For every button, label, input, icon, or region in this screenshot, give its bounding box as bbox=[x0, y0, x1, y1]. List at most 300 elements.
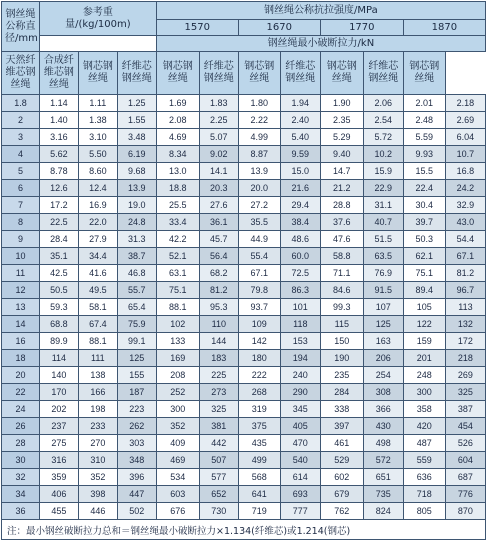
weight-header-gap bbox=[39, 36, 156, 52]
diameter-cell: 12 bbox=[2, 282, 40, 299]
value-cell: 75.1 bbox=[156, 282, 199, 299]
value-cell: 56.4 bbox=[199, 248, 238, 265]
value-cell: 223 bbox=[117, 401, 156, 418]
wire-rope-spec-table bbox=[1, 1, 486, 540]
table-row bbox=[2, 486, 486, 503]
value-cell: 499 bbox=[238, 452, 280, 469]
diameter-cell: 14 bbox=[2, 316, 40, 333]
value-cell: 144 bbox=[199, 333, 238, 350]
value-cell: 114 bbox=[39, 350, 78, 367]
diameter-cell: 22 bbox=[2, 384, 40, 401]
value-cell: 21.2 bbox=[320, 180, 363, 197]
value-cell: 5.29 bbox=[320, 129, 363, 146]
steel-core-header-2: 钢芯钢丝绳 bbox=[320, 52, 363, 95]
fiber-core-header-1: 纤维芯钢丝绳 bbox=[199, 52, 238, 95]
value-cell: 1.69 bbox=[156, 95, 199, 112]
value-cell: 1.80 bbox=[238, 95, 280, 112]
value-cell: 641 bbox=[238, 486, 280, 503]
value-cell: 358 bbox=[403, 401, 445, 418]
value-cell: 3.16 bbox=[39, 129, 78, 146]
value-cell: 10.2 bbox=[363, 146, 403, 163]
value-cell: 1.90 bbox=[320, 95, 363, 112]
value-cell: 48.6 bbox=[280, 231, 320, 248]
value-cell: 409 bbox=[156, 435, 199, 452]
value-cell: 125 bbox=[363, 316, 403, 333]
value-cell: 375 bbox=[238, 418, 280, 435]
value-cell: 21.6 bbox=[280, 180, 320, 197]
table-row bbox=[2, 384, 486, 401]
value-cell: 33.4 bbox=[156, 214, 199, 231]
value-cell: 20.3 bbox=[199, 180, 238, 197]
value-cell: 435 bbox=[238, 435, 280, 452]
value-cell: 2.54 bbox=[363, 112, 403, 129]
value-cell: 4.69 bbox=[156, 129, 199, 146]
value-cell: 534 bbox=[156, 469, 199, 486]
value-cell: 67.1 bbox=[238, 265, 280, 282]
fiber-core-header-3: 纤维芯钢丝绳 bbox=[363, 52, 403, 95]
value-cell: 31.3 bbox=[117, 231, 156, 248]
value-cell: 540 bbox=[280, 452, 320, 469]
steel-core-header-3: 钢芯钢丝绳 bbox=[403, 52, 445, 95]
value-cell: 75.1 bbox=[403, 265, 445, 282]
value-cell: 352 bbox=[156, 418, 199, 435]
diameter-cell: 26 bbox=[2, 418, 40, 435]
value-cell: 35.5 bbox=[238, 214, 280, 231]
value-cell: 502 bbox=[117, 503, 156, 520]
diameter-cell: 8 bbox=[2, 214, 40, 231]
value-cell: 67.4 bbox=[78, 316, 117, 333]
value-cell: 8.60 bbox=[78, 163, 117, 180]
value-cell: 62.1 bbox=[403, 248, 445, 265]
value-cell: 406 bbox=[39, 486, 78, 503]
steel-core-header-1: 钢芯钢丝绳 bbox=[238, 52, 280, 95]
value-cell: 36.1 bbox=[199, 214, 238, 231]
value-cell: 6.19 bbox=[117, 146, 156, 163]
strength-header: 钢丝绳公称抗拉强度/MPa bbox=[156, 2, 485, 20]
value-cell: 6.04 bbox=[445, 129, 485, 146]
value-cell: 194 bbox=[280, 350, 320, 367]
value-cell: 22.4 bbox=[403, 180, 445, 197]
value-cell: 68.8 bbox=[39, 316, 78, 333]
diameter-cell: 2 bbox=[2, 112, 40, 129]
value-cell: 381 bbox=[199, 418, 238, 435]
value-cell: 730 bbox=[199, 503, 238, 520]
value-cell: 446 bbox=[78, 503, 117, 520]
diameter-cell: 3 bbox=[2, 129, 40, 146]
value-cell: 268 bbox=[238, 384, 280, 401]
value-cell: 37.6 bbox=[320, 214, 363, 231]
value-cell: 9.59 bbox=[280, 146, 320, 163]
value-cell: 86.3 bbox=[280, 282, 320, 299]
value-cell: 24.8 bbox=[117, 214, 156, 231]
value-cell: 338 bbox=[320, 401, 363, 418]
value-cell: 99.3 bbox=[320, 299, 363, 316]
value-cell: 22.9 bbox=[363, 180, 403, 197]
value-cell: 719 bbox=[238, 503, 280, 520]
value-cell: 25.5 bbox=[156, 197, 199, 214]
value-cell: 679 bbox=[320, 486, 363, 503]
value-cell: 735 bbox=[363, 486, 403, 503]
value-cell: 109 bbox=[238, 316, 280, 333]
value-cell: 870 bbox=[445, 503, 485, 520]
value-cell: 183 bbox=[199, 350, 238, 367]
value-cell: 50.3 bbox=[403, 231, 445, 248]
value-cell: 262 bbox=[117, 418, 156, 435]
table-row bbox=[2, 146, 486, 163]
value-cell: 526 bbox=[445, 435, 485, 452]
value-cell: 352 bbox=[78, 469, 117, 486]
value-cell: 222 bbox=[238, 367, 280, 384]
grade-1870: 1870 bbox=[403, 20, 485, 36]
diameter-cell: 34 bbox=[2, 486, 40, 503]
value-cell: 470 bbox=[280, 435, 320, 452]
diameter-cell: 1.8 bbox=[2, 95, 40, 112]
value-cell: 507 bbox=[199, 452, 238, 469]
value-cell: 159 bbox=[403, 333, 445, 350]
value-cell: 469 bbox=[156, 452, 199, 469]
table-row bbox=[2, 231, 486, 248]
value-cell: 89.4 bbox=[403, 282, 445, 299]
table-row bbox=[2, 333, 486, 350]
value-cell: 577 bbox=[199, 469, 238, 486]
value-cell: 2.25 bbox=[199, 112, 238, 129]
value-cell: 42.5 bbox=[39, 265, 78, 282]
value-cell: 559 bbox=[403, 452, 445, 469]
value-cell: 387 bbox=[445, 401, 485, 418]
value-cell: 636 bbox=[403, 469, 445, 486]
value-cell: 762 bbox=[320, 503, 363, 520]
value-cell: 22.5 bbox=[39, 214, 78, 231]
value-cell: 88.1 bbox=[78, 333, 117, 350]
value-cell: 498 bbox=[363, 435, 403, 452]
value-cell: 777 bbox=[280, 503, 320, 520]
value-cell: 27.9 bbox=[78, 231, 117, 248]
value-cell: 8.34 bbox=[156, 146, 199, 163]
value-cell: 2.06 bbox=[363, 95, 403, 112]
table-row bbox=[2, 350, 486, 367]
value-cell: 201 bbox=[403, 350, 445, 367]
diameter-cell: 18 bbox=[2, 350, 40, 367]
value-cell: 398 bbox=[78, 486, 117, 503]
value-cell: 2.01 bbox=[403, 95, 445, 112]
table-row bbox=[2, 180, 486, 197]
value-cell: 38.7 bbox=[117, 248, 156, 265]
value-cell: 58.8 bbox=[320, 248, 363, 265]
value-cell: 58.1 bbox=[78, 299, 117, 316]
value-cell: 1.40 bbox=[39, 112, 78, 129]
diameter-cell: 32 bbox=[2, 469, 40, 486]
value-cell: 1.25 bbox=[117, 95, 156, 112]
value-cell: 218 bbox=[445, 350, 485, 367]
diameter-cell: 7 bbox=[2, 197, 40, 214]
table-row bbox=[2, 503, 486, 520]
value-cell: 206 bbox=[363, 350, 403, 367]
table-row bbox=[2, 316, 486, 333]
value-cell: 14.1 bbox=[199, 163, 238, 180]
diameter-cell: 13 bbox=[2, 299, 40, 316]
value-cell: 63.5 bbox=[363, 248, 403, 265]
value-cell: 325 bbox=[199, 401, 238, 418]
value-cell: 487 bbox=[403, 435, 445, 452]
diameter-cell: 10 bbox=[2, 248, 40, 265]
table-row bbox=[2, 112, 486, 129]
value-cell: 89.9 bbox=[39, 333, 78, 350]
table-row bbox=[2, 367, 486, 384]
diameter-cell: 9 bbox=[2, 231, 40, 248]
value-cell: 142 bbox=[238, 333, 280, 350]
value-cell: 55.4 bbox=[238, 248, 280, 265]
diameter-cell: 28 bbox=[2, 435, 40, 452]
value-cell: 1.94 bbox=[280, 95, 320, 112]
value-cell: 233 bbox=[78, 418, 117, 435]
value-cell: 16.8 bbox=[445, 163, 485, 180]
value-cell: 348 bbox=[117, 452, 156, 469]
value-cell: 110 bbox=[199, 316, 238, 333]
value-cell: 9.40 bbox=[320, 146, 363, 163]
diameter-header: 钢丝绳公称直径/mm bbox=[2, 2, 40, 52]
value-cell: 170 bbox=[39, 384, 78, 401]
value-cell: 155 bbox=[117, 367, 156, 384]
value-cell: 824 bbox=[363, 503, 403, 520]
value-cell: 13.9 bbox=[238, 163, 280, 180]
value-cell: 31.1 bbox=[363, 197, 403, 214]
value-cell: 602 bbox=[320, 469, 363, 486]
value-cell: 614 bbox=[280, 469, 320, 486]
value-cell: 235 bbox=[320, 367, 363, 384]
value-cell: 16.9 bbox=[78, 197, 117, 214]
grade-1670: 1670 bbox=[238, 20, 320, 36]
value-cell: 1.14 bbox=[39, 95, 78, 112]
diameter-cell: 24 bbox=[2, 401, 40, 418]
value-cell: 252 bbox=[156, 384, 199, 401]
value-cell: 248 bbox=[403, 367, 445, 384]
value-cell: 405 bbox=[280, 418, 320, 435]
value-cell: 13.9 bbox=[117, 180, 156, 197]
table-row bbox=[2, 248, 486, 265]
value-cell: 2.40 bbox=[280, 112, 320, 129]
value-cell: 125 bbox=[117, 350, 156, 367]
value-cell: 310 bbox=[78, 452, 117, 469]
steel-core-header-0: 钢芯钢丝绳 bbox=[156, 52, 199, 95]
value-cell: 46.8 bbox=[117, 265, 156, 282]
spec-table-panel bbox=[1, 1, 486, 538]
value-cell: 12.4 bbox=[78, 180, 117, 197]
table-row bbox=[2, 401, 486, 418]
diameter-cell: 36 bbox=[2, 503, 40, 520]
value-cell: 1.83 bbox=[199, 95, 238, 112]
value-cell: 50.5 bbox=[39, 282, 78, 299]
value-cell: 95.3 bbox=[199, 299, 238, 316]
value-cell: 105 bbox=[403, 299, 445, 316]
diameter-cell: 11 bbox=[2, 265, 40, 282]
value-cell: 81.2 bbox=[199, 282, 238, 299]
value-cell: 180 bbox=[238, 350, 280, 367]
value-cell: 133 bbox=[156, 333, 199, 350]
min-break-header: 钢丝绳最小破断拉力/kN bbox=[156, 36, 485, 52]
value-cell: 529 bbox=[320, 452, 363, 469]
value-cell: 603 bbox=[156, 486, 199, 503]
value-cell: 568 bbox=[238, 469, 280, 486]
table-row bbox=[2, 418, 486, 435]
grade-1570: 1570 bbox=[156, 20, 238, 36]
value-cell: 300 bbox=[403, 384, 445, 401]
value-cell: 776 bbox=[445, 486, 485, 503]
value-cell: 15.5 bbox=[403, 163, 445, 180]
value-cell: 55.7 bbox=[117, 282, 156, 299]
value-cell: 150 bbox=[320, 333, 363, 350]
value-cell: 1.38 bbox=[78, 112, 117, 129]
diameter-cell: 6 bbox=[2, 180, 40, 197]
value-cell: 2.08 bbox=[156, 112, 199, 129]
value-cell: 430 bbox=[363, 418, 403, 435]
value-cell: 10.7 bbox=[445, 146, 485, 163]
diameter-cell: 16 bbox=[2, 333, 40, 350]
weight-natural-fiber-header: 天然纤维芯钢丝绳 bbox=[2, 52, 40, 95]
weight-synthetic-fiber-header: 合成纤维芯钢丝绳 bbox=[39, 52, 78, 95]
value-cell: 17.2 bbox=[39, 197, 78, 214]
value-cell: 102 bbox=[156, 316, 199, 333]
value-cell: 24.2 bbox=[445, 180, 485, 197]
value-cell: 676 bbox=[156, 503, 199, 520]
value-cell: 172 bbox=[445, 333, 485, 350]
value-cell: 202 bbox=[39, 401, 78, 418]
value-cell: 303 bbox=[117, 435, 156, 452]
value-cell: 43.0 bbox=[445, 214, 485, 231]
value-cell: 325 bbox=[445, 384, 485, 401]
value-cell: 9.68 bbox=[117, 163, 156, 180]
value-cell: 3.48 bbox=[117, 129, 156, 146]
value-cell: 76.9 bbox=[363, 265, 403, 282]
value-cell: 12.6 bbox=[39, 180, 78, 197]
diameter-cell: 5 bbox=[2, 163, 40, 180]
value-cell: 1.55 bbox=[117, 112, 156, 129]
value-cell: 273 bbox=[199, 384, 238, 401]
value-cell: 75.9 bbox=[117, 316, 156, 333]
value-cell: 447 bbox=[117, 486, 156, 503]
value-cell: 5.62 bbox=[39, 146, 78, 163]
value-cell: 67.1 bbox=[445, 248, 485, 265]
value-cell: 240 bbox=[280, 367, 320, 384]
value-cell: 14.7 bbox=[320, 163, 363, 180]
grade-1770: 1770 bbox=[320, 20, 403, 36]
value-cell: 9.93 bbox=[403, 146, 445, 163]
value-cell: 169 bbox=[156, 350, 199, 367]
table-row bbox=[2, 452, 486, 469]
value-cell: 270 bbox=[78, 435, 117, 452]
value-cell: 111 bbox=[78, 350, 117, 367]
value-cell: 5.07 bbox=[199, 129, 238, 146]
value-cell: 60.0 bbox=[280, 248, 320, 265]
value-cell: 8.87 bbox=[238, 146, 280, 163]
value-cell: 5.40 bbox=[280, 129, 320, 146]
diameter-cell: 20 bbox=[2, 367, 40, 384]
ref-weight-header: 参考重量/(kg/100m) bbox=[39, 2, 156, 36]
value-cell: 13.0 bbox=[156, 163, 199, 180]
value-cell: 275 bbox=[39, 435, 78, 452]
value-cell: 237 bbox=[39, 418, 78, 435]
value-cell: 308 bbox=[363, 384, 403, 401]
value-cell: 22.0 bbox=[78, 214, 117, 231]
value-cell: 39.7 bbox=[403, 214, 445, 231]
value-cell: 93.7 bbox=[238, 299, 280, 316]
value-cell: 52.1 bbox=[156, 248, 199, 265]
value-cell: 2.35 bbox=[320, 112, 363, 129]
value-cell: 284 bbox=[320, 384, 363, 401]
value-cell: 652 bbox=[199, 486, 238, 503]
value-cell: 122 bbox=[403, 316, 445, 333]
value-cell: 254 bbox=[363, 367, 403, 384]
value-cell: 455 bbox=[39, 503, 78, 520]
table-row bbox=[2, 435, 486, 452]
value-cell: 187 bbox=[117, 384, 156, 401]
value-cell: 366 bbox=[363, 401, 403, 418]
value-cell: 269 bbox=[445, 367, 485, 384]
value-cell: 27.2 bbox=[238, 197, 280, 214]
value-cell: 113 bbox=[445, 299, 485, 316]
table-row bbox=[2, 299, 486, 316]
value-cell: 71.1 bbox=[320, 265, 363, 282]
value-cell: 81.2 bbox=[445, 265, 485, 282]
value-cell: 28.4 bbox=[39, 231, 78, 248]
value-cell: 42.2 bbox=[156, 231, 199, 248]
value-cell: 44.9 bbox=[238, 231, 280, 248]
value-cell: 15.0 bbox=[280, 163, 320, 180]
fiber-core-header-2: 纤维芯钢丝绳 bbox=[280, 52, 320, 95]
table-row bbox=[2, 214, 486, 231]
value-cell: 84.6 bbox=[320, 282, 363, 299]
value-cell: 107 bbox=[363, 299, 403, 316]
value-cell: 28.8 bbox=[320, 197, 363, 214]
value-cell: 153 bbox=[280, 333, 320, 350]
value-cell: 687 bbox=[445, 469, 485, 486]
table-row bbox=[2, 197, 486, 214]
value-cell: 35.1 bbox=[39, 248, 78, 265]
table-row bbox=[2, 129, 486, 146]
value-cell: 34.4 bbox=[78, 248, 117, 265]
value-cell: 32.9 bbox=[445, 197, 485, 214]
value-cell: 300 bbox=[156, 401, 199, 418]
table-row bbox=[2, 282, 486, 299]
value-cell: 5.72 bbox=[363, 129, 403, 146]
value-cell: 572 bbox=[363, 452, 403, 469]
table-note: 注：最小钢丝破断拉力总和＝钢丝绳最小破断拉力×1.134(纤维芯)或1.214(钢芯) bbox=[2, 520, 486, 540]
value-cell: 65.4 bbox=[117, 299, 156, 316]
value-cell: 79.8 bbox=[238, 282, 280, 299]
value-cell: 118 bbox=[280, 316, 320, 333]
value-cell: 208 bbox=[156, 367, 199, 384]
value-cell: 420 bbox=[403, 418, 445, 435]
value-cell: 45.7 bbox=[199, 231, 238, 248]
value-cell: 5.59 bbox=[403, 129, 445, 146]
value-cell: 316 bbox=[39, 452, 78, 469]
value-cell: 49.5 bbox=[78, 282, 117, 299]
table-row bbox=[2, 265, 486, 282]
value-cell: 2.18 bbox=[445, 95, 485, 112]
value-cell: 91.5 bbox=[363, 282, 403, 299]
value-cell: 359 bbox=[39, 469, 78, 486]
table-row bbox=[2, 163, 486, 180]
value-cell: 8.78 bbox=[39, 163, 78, 180]
value-cell: 54.4 bbox=[445, 231, 485, 248]
weight-steel-core-header: 钢芯钢丝绳 bbox=[78, 52, 117, 95]
value-cell: 604 bbox=[445, 452, 485, 469]
value-cell: 718 bbox=[403, 486, 445, 503]
diameter-cell: 4 bbox=[2, 146, 40, 163]
value-cell: 805 bbox=[403, 503, 445, 520]
value-cell: 4.99 bbox=[238, 129, 280, 146]
value-cell: 27.6 bbox=[199, 197, 238, 214]
value-cell: 225 bbox=[199, 367, 238, 384]
